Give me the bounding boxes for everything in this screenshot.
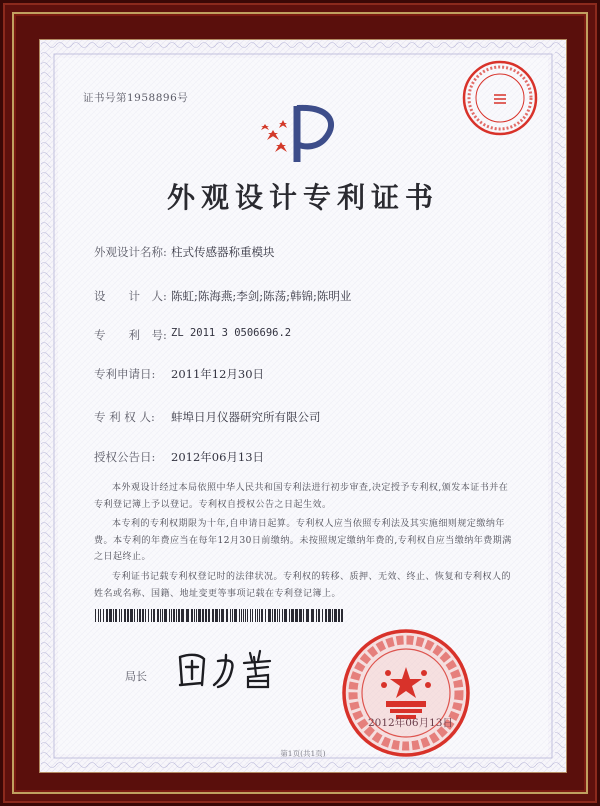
official-red-seal-icon <box>340 627 472 759</box>
body-paragraph-1: 本外观设计经过本局依照中华人民共和国专利法进行初步审查,决定授予专利权,颁发本证书并在专利登记簿上予以登记。专利权自授权公告之日起生效。 <box>94 483 509 510</box>
grant-date-label: 授权公告日: <box>94 450 156 464</box>
grant-date-value: 2012年06月13日 <box>171 450 265 464</box>
director-signature-icon <box>170 643 300 693</box>
small-red-seal-icon <box>461 59 539 137</box>
page-indicator: 第1页(共1页) <box>280 749 326 758</box>
director-label: 局长 <box>125 670 147 683</box>
barcode-icon <box>95 609 345 622</box>
patent-number-value: ZL 2011 3 0506696.2 <box>171 327 292 339</box>
designer-label: 设 计 人: <box>94 289 167 303</box>
issue-date: 2012年06月13日 <box>368 717 453 729</box>
design-name-label: 外观设计名称: <box>94 245 167 259</box>
patent-number-label: 专 利 号: <box>94 328 167 342</box>
designers-value: 陈虹;陈海燕;李剑;陈荡;韩锦;陈明业 <box>171 289 352 303</box>
filing-date-label: 专利申请日: <box>94 367 156 381</box>
body-paragraph-2: 本专利的专利权期限为十年,自申请日起算。专利权人应当依照专利法及其实施细则规定缴纳年费。本专利的年费应当在每年12月30日前缴纳。未按照规定缴纳年费的,专利权自应当缴纳年费期满之日起终止。 <box>94 519 512 562</box>
filing-date-value: 2011年12月30日 <box>171 367 265 381</box>
patentee-value: 蚌埠日月仪器研究所有限公司 <box>171 410 321 424</box>
certificate-number: 证书号第1958896号 <box>83 92 189 104</box>
patentee-label: 专 利 权 人: <box>94 410 155 424</box>
certificate-paper <box>40 40 566 772</box>
cnipa-logo-icon <box>257 100 347 170</box>
body-paragraph-3: 专利证书记载专利权登记时的法律状况。专利权的转移、质押、无效、终止、恢复和专利权人的姓名或名称、国籍、地址变更等事项记载在专利登记簿上。 <box>94 572 512 599</box>
design-name-value: 柱式传感器称重模块 <box>171 245 275 259</box>
certificate-title: 外观设计专利证书 <box>166 181 439 214</box>
